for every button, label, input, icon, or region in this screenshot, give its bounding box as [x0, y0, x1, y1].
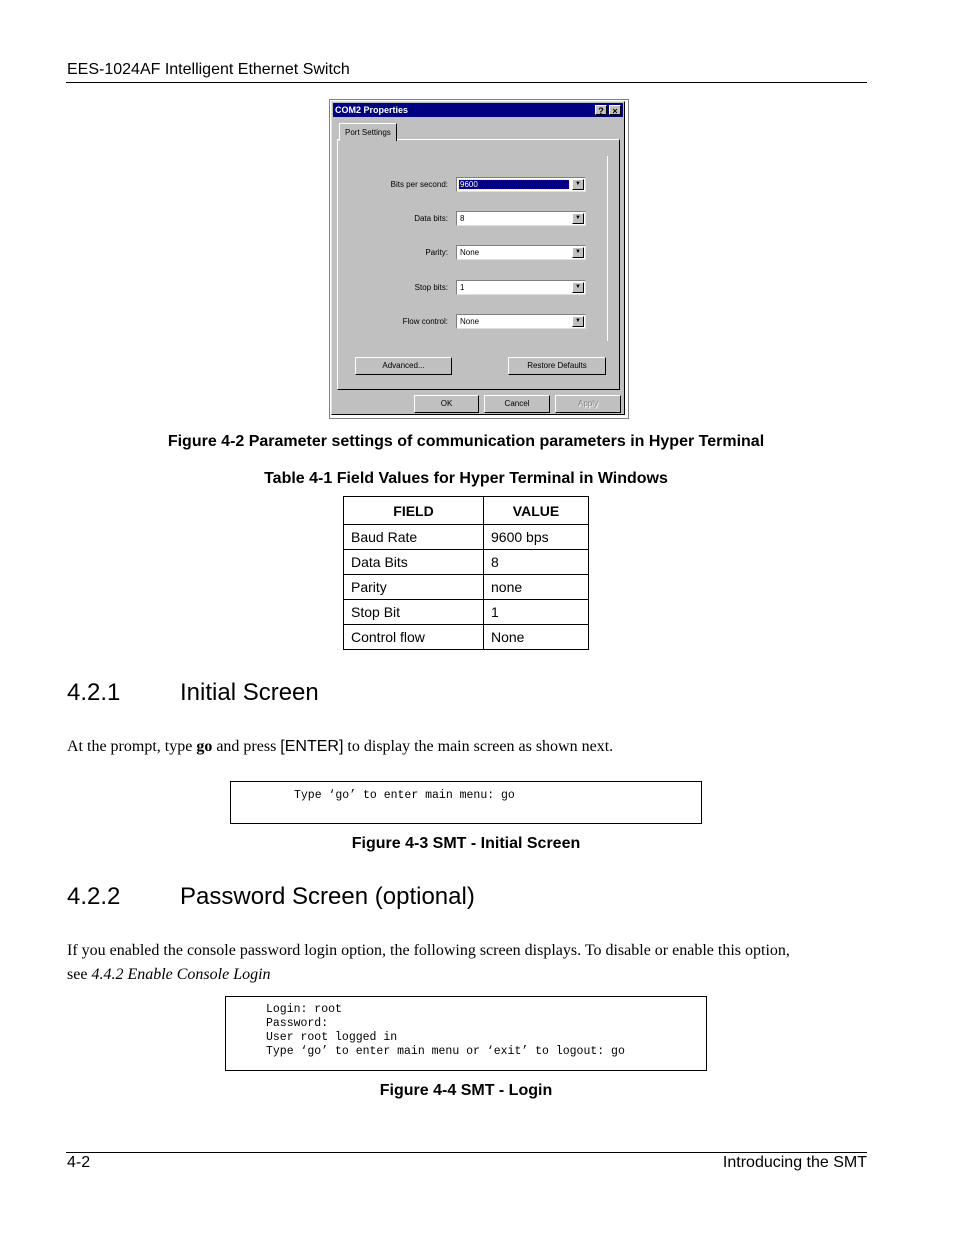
table-cell: Stop Bit: [344, 600, 484, 625]
figure-4-4-caption: Figure 4-4 SMT - Login: [379, 1082, 553, 1099]
paragraph-text: and press: [212, 738, 281, 755]
bits-per-second-select[interactable]: [456, 177, 586, 192]
table-row: [344, 625, 589, 650]
running-header: EES-1024AF Intelligent Ethernet Switch: [67, 61, 350, 78]
table-row: [344, 525, 589, 550]
table-cell: Data Bits: [344, 550, 484, 575]
chevron-down-icon[interactable]: ▼: [572, 213, 584, 224]
paragraph-initial-screen: [67, 735, 613, 759]
chevron-down-icon[interactable]: ▼: [572, 282, 584, 293]
paragraph-line: [67, 963, 867, 987]
table-row: [344, 550, 589, 575]
table-cell: Baud Rate: [344, 525, 484, 550]
cross-reference-link: 4.4.2 Enable Console Login: [91, 966, 271, 983]
flow-control-select[interactable]: [456, 314, 586, 329]
chevron-down-icon[interactable]: ▼: [572, 316, 584, 327]
section-number: 4.2.2: [67, 883, 121, 910]
stop-bits-select[interactable]: [456, 280, 586, 295]
close-icon[interactable]: ×: [609, 105, 621, 115]
table-header-cell: VALUE: [484, 497, 589, 525]
figure-4-3-caption: Figure 4-3 SMT - Initial Screen: [351, 835, 581, 852]
table-header-row: [344, 497, 589, 525]
apply-button[interactable]: Apply: [555, 395, 621, 413]
section-title: Initial Screen: [180, 679, 319, 706]
dialog-title: COM2 Properties: [335, 105, 409, 115]
table-cell: 9600 bps: [484, 525, 589, 550]
section-heading-421: [67, 679, 319, 707]
table-cell: none: [484, 575, 589, 600]
footer-rule: [66, 1152, 867, 1153]
paragraph-text: see: [67, 966, 92, 983]
chevron-down-icon[interactable]: ▼: [572, 247, 584, 258]
stop-bits-label: Stop bits:: [414, 283, 448, 292]
data-bits-select[interactable]: [456, 211, 586, 226]
panel-divider: [607, 156, 608, 341]
table-cell: Control flow: [344, 625, 484, 650]
section-number: 4.2.1: [67, 679, 121, 706]
login-screen-code: Login: root Password: User root logged in Type ‘go’ to enter main menu or ‘exit’ to logout: go: [225, 996, 707, 1071]
command-go: go: [196, 738, 213, 755]
section-heading-422: [67, 883, 475, 911]
stop-bits-value: 1: [460, 283, 465, 292]
section-title: Password Screen (optional): [180, 883, 475, 910]
chapter-title: Introducing the SMT: [722, 1154, 867, 1171]
table-cell: 8: [484, 550, 589, 575]
paragraph-text: If you enabled the console password login option, the following screen displays. To disable or enable this option,: [67, 942, 790, 959]
cancel-button[interactable]: Cancel: [484, 395, 550, 413]
help-icon[interactable]: ?: [595, 105, 607, 115]
bits-per-second-value: 9600: [459, 180, 569, 189]
header-rule: [66, 82, 867, 83]
chevron-down-icon[interactable]: ▼: [572, 179, 584, 190]
flow-control-label: Flow control:: [402, 317, 448, 326]
paragraph-password-screen: [67, 939, 867, 987]
bits-per-second-label: Bits per second:: [390, 180, 448, 189]
parity-select[interactable]: [456, 245, 586, 260]
enter-key: [ENTER]: [280, 738, 344, 755]
paragraph-text: At the prompt, type: [67, 738, 197, 755]
restore-defaults-button[interactable]: Restore Defaults: [508, 357, 606, 375]
port-settings-panel: [337, 139, 620, 390]
data-bits-value: 8: [460, 214, 465, 223]
table-cell: 1: [484, 600, 589, 625]
table-header-cell: FIELD: [344, 497, 484, 525]
flow-control-value: None: [460, 317, 480, 326]
advanced-button[interactable]: Advanced...: [355, 357, 452, 375]
table-row: [344, 600, 589, 625]
page-number: 4-2: [67, 1154, 91, 1171]
table-cell: Parity: [344, 575, 484, 600]
paragraph-text: to display the main screen as shown next.: [343, 738, 614, 755]
table-row: [344, 575, 589, 600]
data-bits-label: Data bits:: [414, 214, 448, 223]
figure-4-2-caption: Figure 4-2 Parameter settings of communication parameters in Hyper Terminal: [167, 433, 765, 450]
initial-screen-code: Type ‘go’ to enter main menu: go: [230, 781, 702, 824]
parity-label: Parity:: [425, 248, 448, 257]
table-4-1-caption: Table 4-1 Field Values for Hyper Terminal in Windows: [264, 470, 668, 487]
tab-port-settings[interactable]: Port Settings: [339, 123, 397, 141]
field-values-table: [343, 496, 589, 650]
table-cell: None: [484, 625, 589, 650]
com2-properties-dialog: [331, 101, 625, 415]
ok-button[interactable]: OK: [414, 395, 479, 413]
parity-value: None: [460, 248, 480, 257]
dialog-titlebar: [333, 103, 623, 117]
